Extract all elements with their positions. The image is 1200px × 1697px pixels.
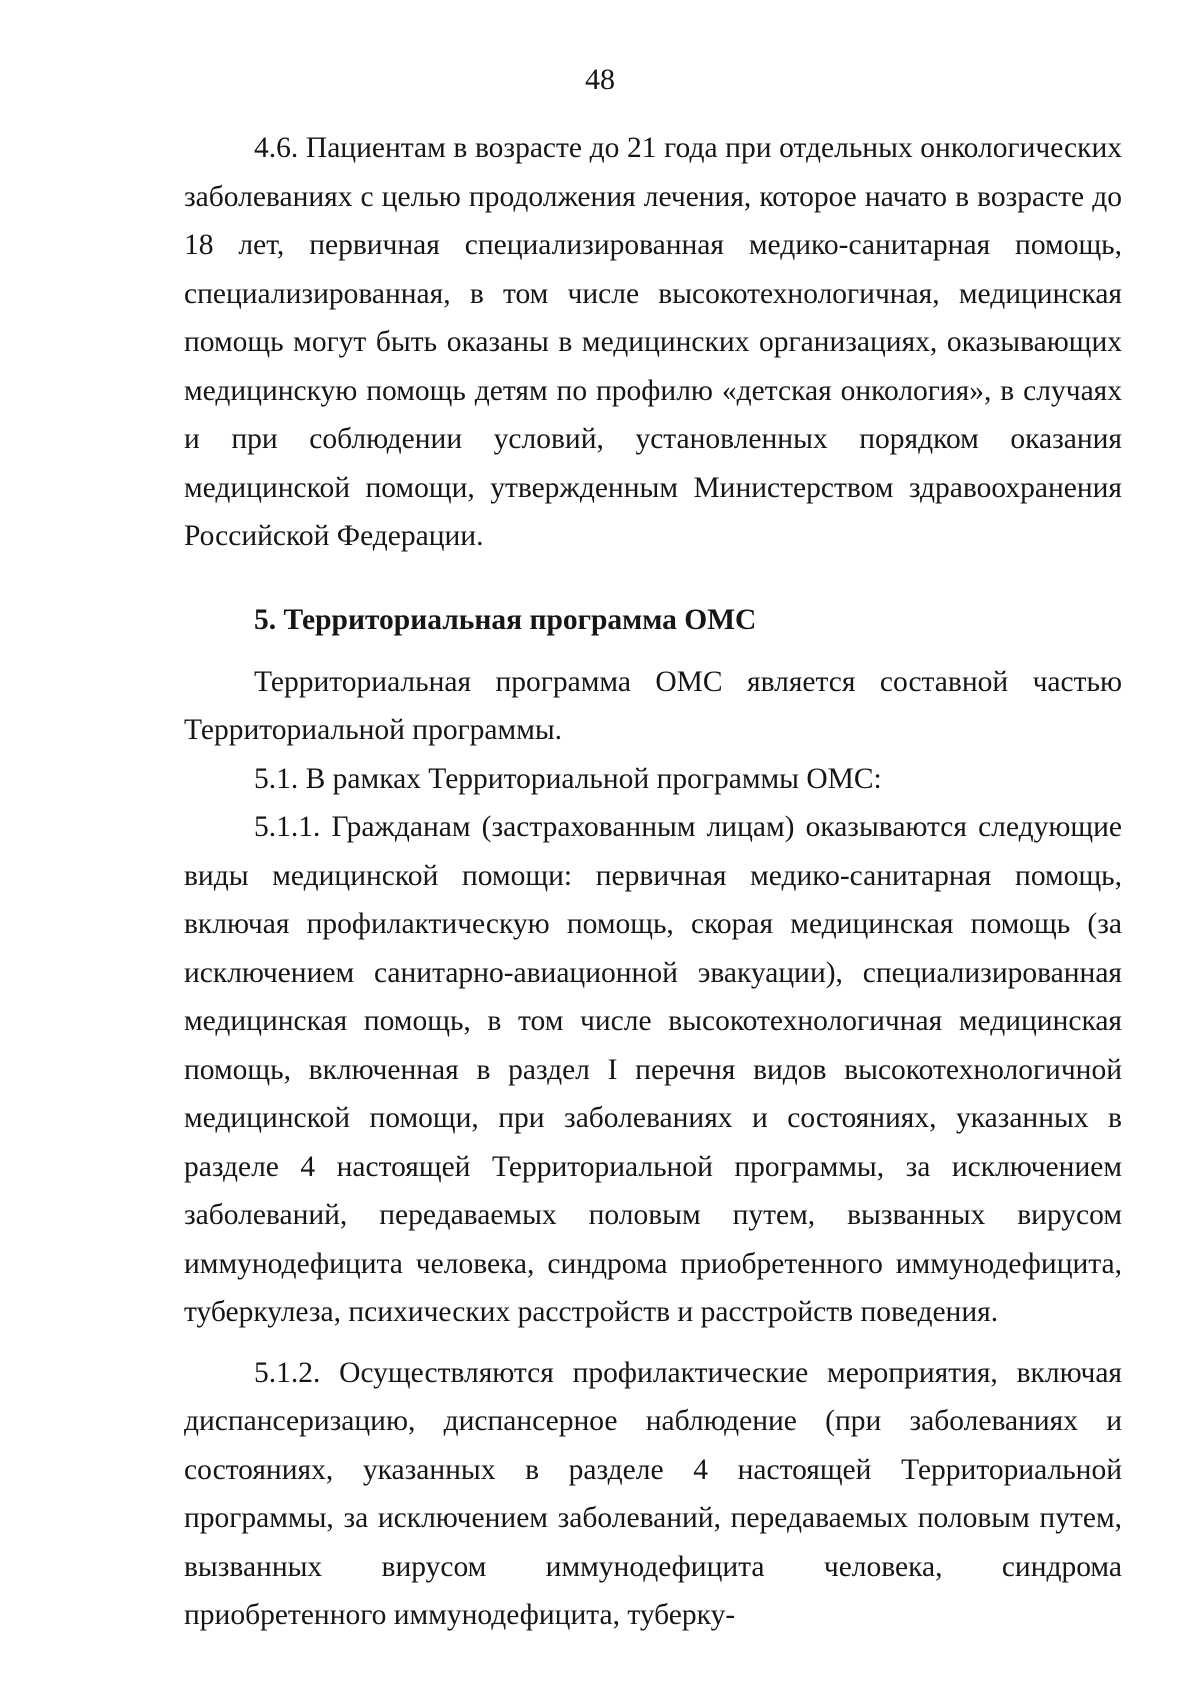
paragraph-5-intro: Территориальная программа ОМС является составной частью Территориальной программы. (184, 665, 1122, 746)
paragraph-5-1-2: 5.1.2. Осуществляются профилактические мероприятия, включая диспансеризацию, диспансерное наблюдение (при заболеваниях и состояниях, указанных в разделе 4 настоящей Территориальной программы, за исключением заболеваний, передаваемых половым путем, вызванных вирусом иммунодефицита человека, синдрома приобретенного иммунодефицита, туберку- (184, 1356, 1122, 1631)
document-body (184, 124, 1122, 1640)
page-number: 48 (585, 63, 615, 96)
paragraph-4-6: 4.6. Пациентам в возрасте до 21 года при отдельных онкологических заболеваниях с целью продолжения лечения, которое начато в возрасте до 18 лет, первичная специализированная медико-санитарная помощь, специализированная, в том числе высокотехнологичная, медицинская помощь могут быть оказаны в медицинских организациях, оказывающих медицинскую помощь детям по профилю «детская онкология», в случаях и при соблюдении условий, установленных порядком оказания медицинской помощи, утвержденным Министерством здравоохранения Российской Федерации. (184, 132, 1122, 552)
paragraph-5-1-1: 5.1.1. Гражданам (застрахованным лицам) оказываются следующие виды медицинской помощи: первичная медико-санитарная помощь, включая профилактическую помощь, скорая медицинская помощь (за исключением санитарно-авиационной эвакуации), специализированная медицинская помощь, в том числе высокотехнологичная медицинская помощь, включенная в раздел I перечня видов высокотехнологичной медицинской помощи, при заболеваниях и состояниях, указанных в разделе 4 настоящей Территориальной программы, за исключением заболеваний, передаваемых половым путем, вызванных вирусом иммунодефицита человека, синдрома приобретенного иммунодефицита, туберкулеза, психических расстройств и расстройств поведения. (184, 811, 1122, 1328)
section-heading-5: 5. Территориальная программа ОМС (254, 603, 757, 636)
paragraph-5-1: 5.1. В рамках Территориальной программы ОМС: (254, 762, 882, 795)
